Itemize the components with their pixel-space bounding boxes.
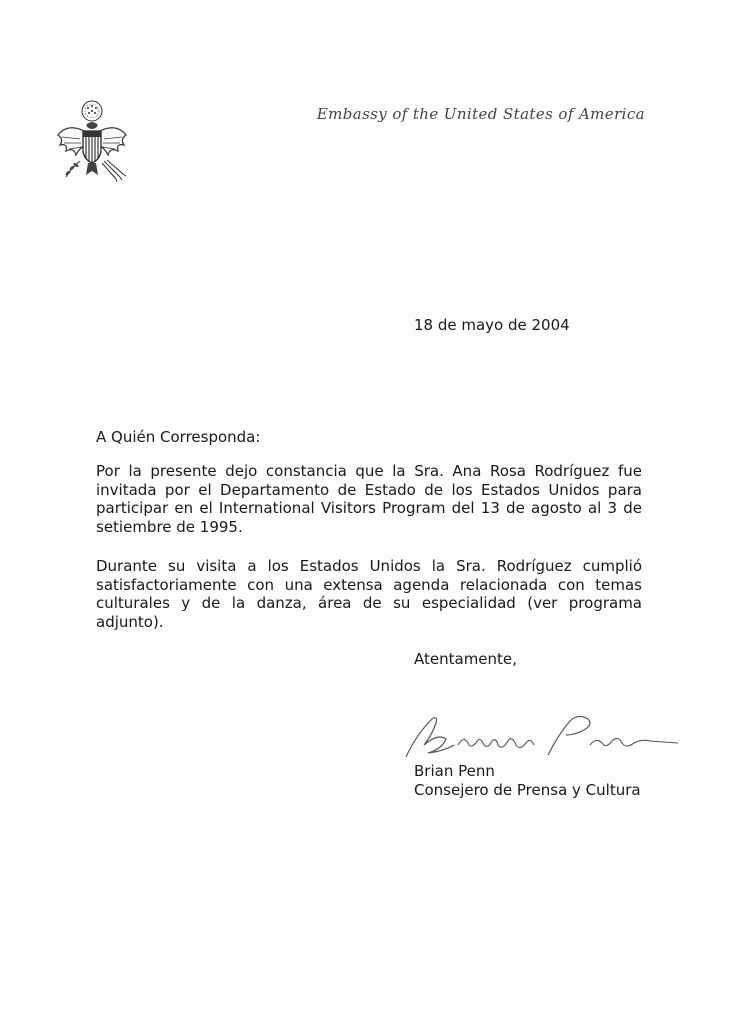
letter-date: 18 de mayo de 2004 <box>414 316 570 334</box>
salutation: A Quién Corresponda: <box>96 428 261 446</box>
body-paragraph-2: Durante su visita a los Estados Unidos la Sra. Rodríguez cumplió satisfactoriamente con una extensa agenda relacionada con temas culturales y de la danza, área de su especialidad (ver programa adjunto). <box>96 557 642 631</box>
closing: Atentamente, <box>414 650 517 668</box>
great-seal-eagle-icon <box>50 97 134 187</box>
signer-title: Consejero de Prensa y Cultura <box>414 781 641 799</box>
body-paragraph-1: Por la presente dejo constancia que la Sra. Ana Rosa Rodríguez fue invitada por el Departamento de Estado de los Estados Unidos para participar en el International Visitors Program del 13 de agosto al 3 de setiembre de 1995. <box>96 462 642 536</box>
signer-name: Brian Penn <box>414 762 495 780</box>
embassy-letterhead: Embassy of the United States of America <box>316 105 645 123</box>
handwritten-signature <box>398 705 688 763</box>
